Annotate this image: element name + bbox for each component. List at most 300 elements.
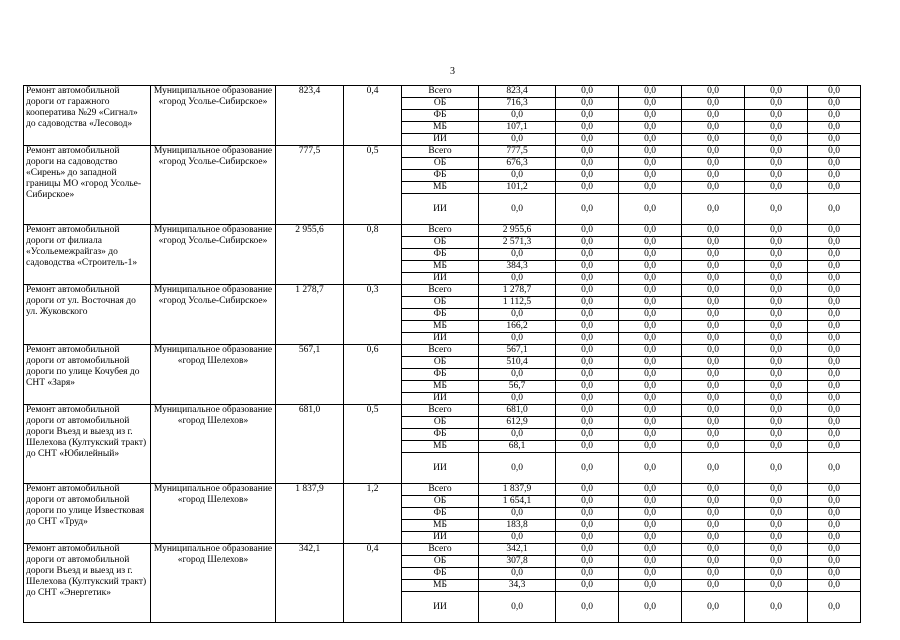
year-value: 0,0 bbox=[808, 496, 861, 508]
funding-source: ОБ bbox=[402, 158, 479, 170]
funding-total: 510,4 bbox=[479, 357, 556, 369]
funding-source: ИИ bbox=[402, 393, 479, 405]
funding-total: 342,1 bbox=[479, 544, 556, 556]
year-value: 0,0 bbox=[808, 170, 861, 182]
year-value: 0,0 bbox=[682, 580, 745, 592]
year-value: 0,0 bbox=[619, 158, 682, 170]
year-value: 0,0 bbox=[745, 194, 808, 225]
year-value: 0,0 bbox=[682, 345, 745, 357]
funding-source: Всего bbox=[402, 544, 479, 556]
road-length: 0,4 bbox=[344, 544, 402, 623]
year-value: 0,0 bbox=[619, 441, 682, 453]
year-value: 0,0 bbox=[682, 484, 745, 496]
year-value: 0,0 bbox=[619, 357, 682, 369]
year-value: 0,0 bbox=[808, 321, 861, 333]
year-value: 0,0 bbox=[808, 556, 861, 568]
page-number: 3 bbox=[450, 66, 455, 77]
year-value: 0,0 bbox=[619, 508, 682, 520]
funding-total: 56,7 bbox=[479, 381, 556, 393]
year-value: 0,0 bbox=[682, 532, 745, 544]
project-description: Ремонт автомобильной дороги от гаражного кооператива №29 «Сигнал» до садоводства «Лесовод» bbox=[24, 86, 151, 146]
year-value: 0,0 bbox=[619, 580, 682, 592]
funding-total: 676,3 bbox=[479, 158, 556, 170]
year-value: 0,0 bbox=[745, 556, 808, 568]
year-value: 0,0 bbox=[556, 568, 619, 580]
year-value: 0,0 bbox=[619, 225, 682, 237]
year-value: 0,0 bbox=[808, 508, 861, 520]
year-value: 0,0 bbox=[745, 249, 808, 261]
year-value: 0,0 bbox=[745, 297, 808, 309]
year-value: 0,0 bbox=[745, 429, 808, 441]
table-row bbox=[24, 285, 861, 297]
year-value: 0,0 bbox=[619, 86, 682, 98]
year-value: 0,0 bbox=[619, 369, 682, 381]
funding-total: 101,2 bbox=[479, 182, 556, 194]
year-value: 0,0 bbox=[682, 544, 745, 556]
year-value: 0,0 bbox=[745, 568, 808, 580]
year-value: 0,0 bbox=[619, 568, 682, 580]
year-value: 0,0 bbox=[682, 441, 745, 453]
year-value: 0,0 bbox=[682, 158, 745, 170]
funding-total: 681,0 bbox=[479, 405, 556, 417]
year-value: 0,0 bbox=[619, 484, 682, 496]
year-value: 0,0 bbox=[556, 194, 619, 225]
funding-total: 0,0 bbox=[479, 453, 556, 484]
year-value: 0,0 bbox=[808, 249, 861, 261]
funding-source: Всего bbox=[402, 225, 479, 237]
funding-source: ФБ bbox=[402, 568, 479, 580]
year-value: 0,0 bbox=[745, 532, 808, 544]
funding-total: 1 837,9 bbox=[479, 484, 556, 496]
year-value: 0,0 bbox=[745, 520, 808, 532]
year-value: 0,0 bbox=[745, 369, 808, 381]
funding-total: 0,0 bbox=[479, 429, 556, 441]
municipality: Муниципальное образование «город Шелехов» bbox=[151, 544, 276, 623]
funding-total: 1 112,5 bbox=[479, 297, 556, 309]
year-value: 0,0 bbox=[745, 441, 808, 453]
year-value: 0,0 bbox=[619, 405, 682, 417]
year-value: 0,0 bbox=[682, 568, 745, 580]
year-value: 0,0 bbox=[556, 321, 619, 333]
year-value: 0,0 bbox=[808, 146, 861, 158]
funding-total: 716,3 bbox=[479, 98, 556, 110]
year-value: 0,0 bbox=[619, 532, 682, 544]
year-value: 0,0 bbox=[808, 345, 861, 357]
year-value: 0,0 bbox=[619, 309, 682, 321]
table-row bbox=[24, 225, 861, 237]
funding-total: 384,3 bbox=[479, 261, 556, 273]
funding-source: МБ bbox=[402, 261, 479, 273]
funding-total: 0,0 bbox=[479, 532, 556, 544]
year-value: 0,0 bbox=[745, 170, 808, 182]
year-value: 0,0 bbox=[745, 309, 808, 321]
funding-total: 183,8 bbox=[479, 520, 556, 532]
year-value: 0,0 bbox=[745, 381, 808, 393]
year-value: 0,0 bbox=[808, 357, 861, 369]
year-value: 0,0 bbox=[556, 122, 619, 134]
year-value: 0,0 bbox=[682, 357, 745, 369]
year-value: 0,0 bbox=[619, 321, 682, 333]
project-cost: 1 278,7 bbox=[276, 285, 344, 345]
project-description: Ремонт автомобильной дороги от автомобильной дороги Въезд и выезд из г. Шелехова (Култукский тракт) до СНТ «Энергетик» bbox=[24, 544, 151, 623]
funding-total: 68,1 bbox=[479, 441, 556, 453]
year-value: 0,0 bbox=[808, 369, 861, 381]
municipality: Муниципальное образование «город Усолье-Сибирское» bbox=[151, 86, 276, 146]
funding-total: 777,5 bbox=[479, 146, 556, 158]
year-value: 0,0 bbox=[808, 592, 861, 623]
year-value: 0,0 bbox=[808, 98, 861, 110]
year-value: 0,0 bbox=[745, 273, 808, 285]
year-value: 0,0 bbox=[682, 592, 745, 623]
municipality: Муниципальное образование «город Усолье-Сибирское» bbox=[151, 146, 276, 225]
year-value: 0,0 bbox=[619, 146, 682, 158]
year-value: 0,0 bbox=[682, 98, 745, 110]
year-value: 0,0 bbox=[619, 110, 682, 122]
project-cost: 567,1 bbox=[276, 345, 344, 405]
year-value: 0,0 bbox=[745, 580, 808, 592]
year-value: 0,0 bbox=[808, 381, 861, 393]
table-row bbox=[24, 86, 861, 98]
funding-total: 2 955,6 bbox=[479, 225, 556, 237]
funding-source: МБ bbox=[402, 321, 479, 333]
year-value: 0,0 bbox=[682, 508, 745, 520]
funding-total: 0,0 bbox=[479, 568, 556, 580]
year-value: 0,0 bbox=[682, 297, 745, 309]
year-value: 0,0 bbox=[682, 321, 745, 333]
year-value: 0,0 bbox=[682, 369, 745, 381]
year-value: 0,0 bbox=[556, 273, 619, 285]
year-value: 0,0 bbox=[745, 508, 808, 520]
funding-total: 0,0 bbox=[479, 134, 556, 146]
year-value: 0,0 bbox=[556, 86, 619, 98]
project-cost: 823,4 bbox=[276, 86, 344, 146]
year-value: 0,0 bbox=[556, 369, 619, 381]
year-value: 0,0 bbox=[556, 453, 619, 484]
funding-source: ИИ bbox=[402, 453, 479, 484]
funding-total: 0,0 bbox=[479, 369, 556, 381]
year-value: 0,0 bbox=[745, 333, 808, 345]
year-value: 0,0 bbox=[556, 484, 619, 496]
municipality: Муниципальное образование «город Усолье-Сибирское» bbox=[151, 225, 276, 285]
table-row bbox=[24, 345, 861, 357]
funding-source: ИИ bbox=[402, 273, 479, 285]
year-value: 0,0 bbox=[808, 309, 861, 321]
funding-source: Всего bbox=[402, 86, 479, 98]
year-value: 0,0 bbox=[682, 182, 745, 194]
year-value: 0,0 bbox=[682, 405, 745, 417]
year-value: 0,0 bbox=[556, 170, 619, 182]
funding-source: МБ bbox=[402, 441, 479, 453]
year-value: 0,0 bbox=[682, 194, 745, 225]
funding-total: 0,0 bbox=[479, 508, 556, 520]
funding-source: ИИ bbox=[402, 532, 479, 544]
funding-source: Всего bbox=[402, 285, 479, 297]
year-value: 0,0 bbox=[808, 122, 861, 134]
year-value: 0,0 bbox=[556, 98, 619, 110]
year-value: 0,0 bbox=[556, 225, 619, 237]
year-value: 0,0 bbox=[682, 417, 745, 429]
funding-source: МБ bbox=[402, 122, 479, 134]
year-value: 0,0 bbox=[619, 134, 682, 146]
funding-source: ОБ bbox=[402, 297, 479, 309]
funding-total: 0,0 bbox=[479, 249, 556, 261]
year-value: 0,0 bbox=[682, 110, 745, 122]
funding-source: ОБ bbox=[402, 357, 479, 369]
year-value: 0,0 bbox=[556, 393, 619, 405]
year-value: 0,0 bbox=[808, 441, 861, 453]
year-value: 0,0 bbox=[682, 393, 745, 405]
year-value: 0,0 bbox=[556, 158, 619, 170]
year-value: 0,0 bbox=[556, 297, 619, 309]
funding-source: ФБ bbox=[402, 508, 479, 520]
year-value: 0,0 bbox=[619, 170, 682, 182]
funding-table bbox=[23, 85, 861, 623]
project-cost: 681,0 bbox=[276, 405, 344, 484]
funding-source: ФБ bbox=[402, 429, 479, 441]
funding-source: ФБ bbox=[402, 249, 479, 261]
funding-total: 0,0 bbox=[479, 273, 556, 285]
year-value: 0,0 bbox=[682, 170, 745, 182]
funding-total: 1 278,7 bbox=[479, 285, 556, 297]
year-value: 0,0 bbox=[682, 381, 745, 393]
year-value: 0,0 bbox=[808, 194, 861, 225]
year-value: 0,0 bbox=[556, 544, 619, 556]
year-value: 0,0 bbox=[745, 146, 808, 158]
funding-total: 0,0 bbox=[479, 110, 556, 122]
funding-source: МБ bbox=[402, 182, 479, 194]
year-value: 0,0 bbox=[808, 134, 861, 146]
funding-total: 0,0 bbox=[479, 333, 556, 345]
year-value: 0,0 bbox=[808, 297, 861, 309]
year-value: 0,0 bbox=[745, 393, 808, 405]
year-value: 0,0 bbox=[619, 381, 682, 393]
year-value: 0,0 bbox=[682, 496, 745, 508]
funding-source: ОБ bbox=[402, 556, 479, 568]
funding-source: ОБ bbox=[402, 417, 479, 429]
year-value: 0,0 bbox=[556, 237, 619, 249]
year-value: 0,0 bbox=[619, 182, 682, 194]
year-value: 0,0 bbox=[808, 225, 861, 237]
project-description: Ремонт автомобильной дороги от автомобильной дороги по улице Известковая до СНТ «Труд» bbox=[24, 484, 151, 544]
year-value: 0,0 bbox=[619, 544, 682, 556]
funding-total: 0,0 bbox=[479, 592, 556, 623]
funding-source: ОБ bbox=[402, 237, 479, 249]
year-value: 0,0 bbox=[808, 405, 861, 417]
table-row bbox=[24, 484, 861, 496]
funding-total: 34,3 bbox=[479, 580, 556, 592]
year-value: 0,0 bbox=[619, 237, 682, 249]
year-value: 0,0 bbox=[808, 285, 861, 297]
year-value: 0,0 bbox=[556, 520, 619, 532]
project-cost: 777,5 bbox=[276, 146, 344, 225]
funding-total: 0,0 bbox=[479, 194, 556, 225]
year-value: 0,0 bbox=[556, 110, 619, 122]
year-value: 0,0 bbox=[619, 417, 682, 429]
year-value: 0,0 bbox=[745, 592, 808, 623]
funding-source: Всего bbox=[402, 405, 479, 417]
year-value: 0,0 bbox=[619, 393, 682, 405]
year-value: 0,0 bbox=[682, 237, 745, 249]
project-description: Ремонт автомобильной дороги от филиала «Усольемежрайгаз» до садоводства «Строитель-1» bbox=[24, 225, 151, 285]
funding-source: Всего bbox=[402, 484, 479, 496]
year-value: 0,0 bbox=[682, 261, 745, 273]
year-value: 0,0 bbox=[619, 98, 682, 110]
table-row bbox=[24, 544, 861, 556]
municipality: Муниципальное образование «город Шелехов» bbox=[151, 405, 276, 484]
year-value: 0,0 bbox=[556, 508, 619, 520]
year-value: 0,0 bbox=[619, 194, 682, 225]
year-value: 0,0 bbox=[745, 86, 808, 98]
year-value: 0,0 bbox=[556, 381, 619, 393]
road-length: 0,8 bbox=[344, 225, 402, 285]
year-value: 0,0 bbox=[556, 309, 619, 321]
road-length: 0,6 bbox=[344, 345, 402, 405]
year-value: 0,0 bbox=[619, 285, 682, 297]
road-length: 0,5 bbox=[344, 405, 402, 484]
year-value: 0,0 bbox=[808, 333, 861, 345]
year-value: 0,0 bbox=[745, 122, 808, 134]
municipality: Муниципальное образование «город Шелехов» bbox=[151, 345, 276, 405]
year-value: 0,0 bbox=[808, 182, 861, 194]
funding-total: 823,4 bbox=[479, 86, 556, 98]
year-value: 0,0 bbox=[556, 580, 619, 592]
year-value: 0,0 bbox=[808, 273, 861, 285]
table-row bbox=[24, 405, 861, 417]
year-value: 0,0 bbox=[745, 285, 808, 297]
year-value: 0,0 bbox=[556, 134, 619, 146]
year-value: 0,0 bbox=[808, 86, 861, 98]
funding-total: 2 571,3 bbox=[479, 237, 556, 249]
year-value: 0,0 bbox=[556, 261, 619, 273]
project-description: Ремонт автомобильной дороги от автомобильной дороги Въезд и выезд из г. Шелехова (Култукский тракт) до СНТ «Юбилейный» bbox=[24, 405, 151, 484]
year-value: 0,0 bbox=[619, 273, 682, 285]
year-value: 0,0 bbox=[745, 261, 808, 273]
project-description: Ремонт автомобильной дороги от ул. Восточная до ул. Жуковского bbox=[24, 285, 151, 345]
year-value: 0,0 bbox=[682, 273, 745, 285]
funding-total: 0,0 bbox=[479, 393, 556, 405]
year-value: 0,0 bbox=[808, 484, 861, 496]
year-value: 0,0 bbox=[556, 285, 619, 297]
year-value: 0,0 bbox=[745, 544, 808, 556]
road-length: 0,3 bbox=[344, 285, 402, 345]
year-value: 0,0 bbox=[619, 556, 682, 568]
year-value: 0,0 bbox=[619, 453, 682, 484]
year-value: 0,0 bbox=[808, 110, 861, 122]
year-value: 0,0 bbox=[745, 225, 808, 237]
funding-source: ИИ bbox=[402, 592, 479, 623]
funding-total: 612,9 bbox=[479, 417, 556, 429]
year-value: 0,0 bbox=[619, 592, 682, 623]
year-value: 0,0 bbox=[745, 98, 808, 110]
year-value: 0,0 bbox=[745, 357, 808, 369]
funding-source: Всего bbox=[402, 345, 479, 357]
year-value: 0,0 bbox=[556, 249, 619, 261]
year-value: 0,0 bbox=[556, 496, 619, 508]
funding-source: ОБ bbox=[402, 98, 479, 110]
year-value: 0,0 bbox=[682, 122, 745, 134]
project-cost: 2 955,6 bbox=[276, 225, 344, 285]
funding-source: ФБ bbox=[402, 369, 479, 381]
municipality: Муниципальное образование «город Шелехов» bbox=[151, 484, 276, 544]
funding-total: 567,1 bbox=[479, 345, 556, 357]
year-value: 0,0 bbox=[808, 417, 861, 429]
project-cost: 1 837,9 bbox=[276, 484, 344, 544]
funding-total: 0,0 bbox=[479, 309, 556, 321]
year-value: 0,0 bbox=[682, 520, 745, 532]
year-value: 0,0 bbox=[745, 496, 808, 508]
year-value: 0,0 bbox=[619, 496, 682, 508]
year-value: 0,0 bbox=[808, 580, 861, 592]
year-value: 0,0 bbox=[745, 453, 808, 484]
funding-source: ОБ bbox=[402, 496, 479, 508]
year-value: 0,0 bbox=[682, 309, 745, 321]
year-value: 0,0 bbox=[682, 86, 745, 98]
year-value: 0,0 bbox=[556, 345, 619, 357]
funding-total: 166,2 bbox=[479, 321, 556, 333]
year-value: 0,0 bbox=[682, 146, 745, 158]
year-value: 0,0 bbox=[745, 417, 808, 429]
funding-source: МБ bbox=[402, 580, 479, 592]
year-value: 0,0 bbox=[619, 297, 682, 309]
funding-source: ИИ bbox=[402, 333, 479, 345]
year-value: 0,0 bbox=[808, 237, 861, 249]
year-value: 0,0 bbox=[556, 417, 619, 429]
road-length: 0,4 bbox=[344, 86, 402, 146]
year-value: 0,0 bbox=[619, 261, 682, 273]
year-value: 0,0 bbox=[745, 237, 808, 249]
year-value: 0,0 bbox=[745, 182, 808, 194]
table-row bbox=[24, 146, 861, 158]
year-value: 0,0 bbox=[556, 532, 619, 544]
year-value: 0,0 bbox=[745, 405, 808, 417]
year-value: 0,0 bbox=[619, 122, 682, 134]
funding-source: Всего bbox=[402, 146, 479, 158]
year-value: 0,0 bbox=[745, 345, 808, 357]
year-value: 0,0 bbox=[808, 429, 861, 441]
year-value: 0,0 bbox=[808, 393, 861, 405]
year-value: 0,0 bbox=[745, 321, 808, 333]
year-value: 0,0 bbox=[682, 249, 745, 261]
year-value: 0,0 bbox=[556, 182, 619, 194]
year-value: 0,0 bbox=[745, 110, 808, 122]
year-value: 0,0 bbox=[556, 405, 619, 417]
year-value: 0,0 bbox=[682, 429, 745, 441]
funding-source: МБ bbox=[402, 520, 479, 532]
year-value: 0,0 bbox=[808, 568, 861, 580]
year-value: 0,0 bbox=[556, 146, 619, 158]
funding-source: ФБ bbox=[402, 170, 479, 182]
funding-source: ИИ bbox=[402, 134, 479, 146]
year-value: 0,0 bbox=[808, 532, 861, 544]
year-value: 0,0 bbox=[808, 261, 861, 273]
year-value: 0,0 bbox=[682, 285, 745, 297]
year-value: 0,0 bbox=[745, 134, 808, 146]
funding-source: ФБ bbox=[402, 110, 479, 122]
year-value: 0,0 bbox=[619, 345, 682, 357]
year-value: 0,0 bbox=[808, 520, 861, 532]
year-value: 0,0 bbox=[556, 592, 619, 623]
year-value: 0,0 bbox=[556, 441, 619, 453]
funding-total: 307,8 bbox=[479, 556, 556, 568]
funding-total: 1 654,1 bbox=[479, 496, 556, 508]
year-value: 0,0 bbox=[682, 225, 745, 237]
year-value: 0,0 bbox=[556, 357, 619, 369]
municipality: Муниципальное образование «город Усолье-Сибирское» bbox=[151, 285, 276, 345]
year-value: 0,0 bbox=[556, 429, 619, 441]
year-value: 0,0 bbox=[808, 544, 861, 556]
year-value: 0,0 bbox=[682, 556, 745, 568]
funding-source: ФБ bbox=[402, 309, 479, 321]
